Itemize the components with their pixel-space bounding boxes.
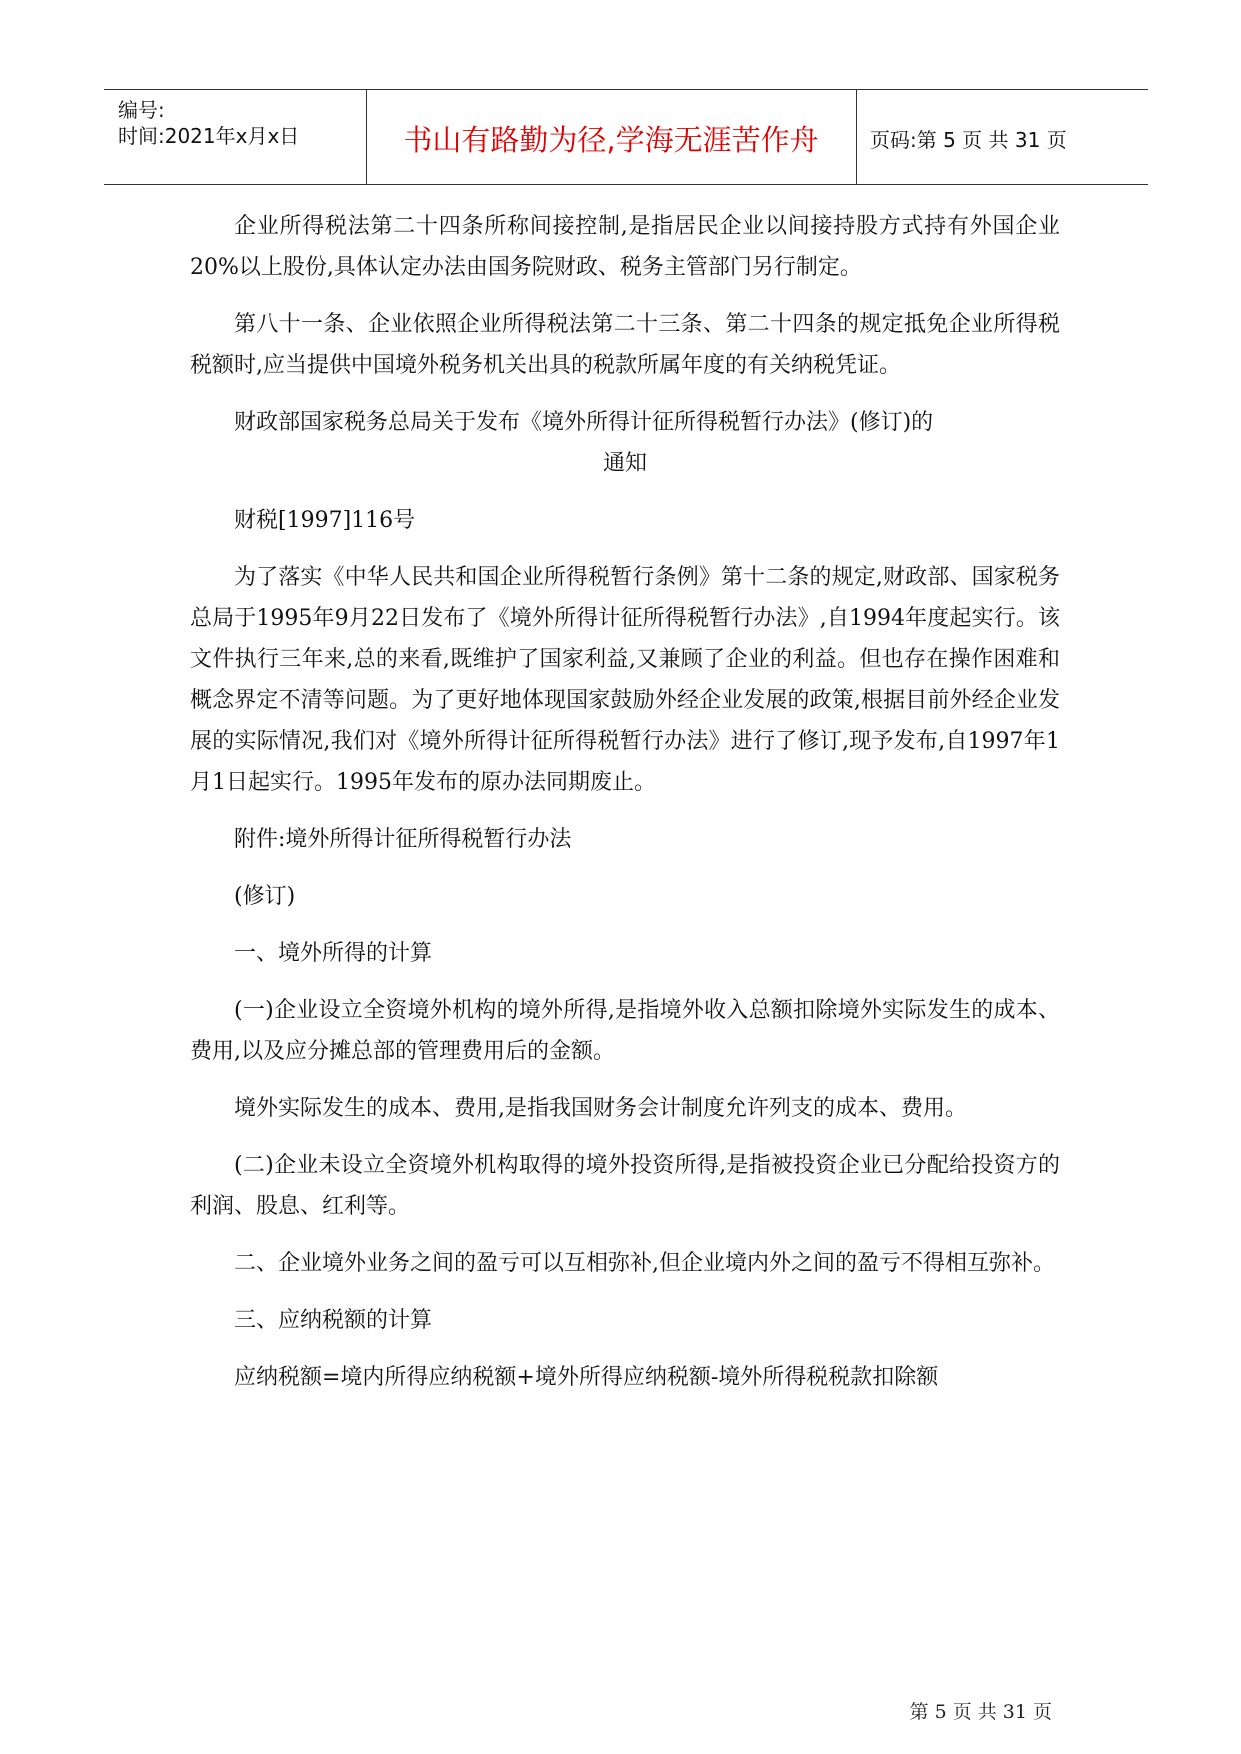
header-motto: 书山有路勤为径,学海无涯苦作舟 <box>403 123 819 157</box>
document-code: 财税[1997]116号 <box>234 508 416 533</box>
paragraph: 为了落实《中华人民共和国企业所得税暂行条例》第十二条的规定,财政部、国家税务总局于1995年9月22日发布了《境外所得计征所得税暂行办法》,自1994年度起实行。该文件执行三年来,总的来看,既维护了国家利益,又兼顾了企业的利益。但也存在操作困难和概念界定不清等问题。为了更好地体现国家鼓励外经企业发展的政策,根据目前外经企业发展的实际情况,我们对《境外所得计征所得税暂行办法》进行了修订,现予发布,自1997年1月1日起实行。1995年发布的原办法同期废止。 <box>190 565 1060 795</box>
paragraph: (二)企业未设立全资境外机构取得的境外投资所得,是指被投资企业已分配给投资方的利润、股息、红利等。 <box>190 1153 1060 1219</box>
section-heading: 三、应纳税额的计算 <box>234 1308 433 1333</box>
paragraph: (一)企业设立全资境外机构的境外所得,是指境外收入总额扣除境外实际发生的成本、费用,以及应分摊总部的管理费用后的金额。 <box>190 998 1060 1064</box>
document-body <box>190 206 1060 1414</box>
document-number-label: 编号: <box>118 98 165 122</box>
page-footer: 第 5 页 共 31 页 <box>909 1701 1052 1723</box>
notice-title <box>190 402 1060 484</box>
paragraph: 第八十一条、企业依照企业所得税法第二十三条、第二十四条的规定抵免企业所得税税额时,应当提供中国境外税务机关出具的税款所属年度的有关纳税凭证。 <box>190 312 1060 378</box>
notice-title-line2: 通知 <box>602 451 647 476</box>
header-divider <box>856 90 857 184</box>
paragraph: 二、企业境外业务之间的盈亏可以互相弥补,但企业境内外之间的盈亏不得相互弥补。 <box>234 1251 1055 1276</box>
header-page-number: 页码:第 5 页 共 31 页 <box>870 128 1067 152</box>
section-heading: 一、境外所得的计算 <box>234 941 433 966</box>
notice-title-line1: 财政部国家税务总局关于发布《境外所得计征所得税暂行办法》(修订)的 <box>234 410 934 435</box>
formula: 应纳税额=境内所得应纳税额+境外所得应纳税额-境外所得税税款扣除额 <box>234 1365 939 1390</box>
revision-note: (修订) <box>234 884 296 909</box>
attachment-title: 附件:境外所得计征所得税暂行办法 <box>234 827 572 852</box>
document-time-label: 时间:2021年x月x日 <box>118 124 300 148</box>
document-header <box>104 89 1148 185</box>
paragraph: 企业所得税法第二十四条所称间接控制,是指居民企业以间接持股方式持有外国企业20%以上股份,具体认定办法由国务院财政、税务主管部门另行制定。 <box>190 214 1060 280</box>
paragraph: 境外实际发生的成本、费用,是指我国财务会计制度允许列支的成本、费用。 <box>234 1096 967 1121</box>
